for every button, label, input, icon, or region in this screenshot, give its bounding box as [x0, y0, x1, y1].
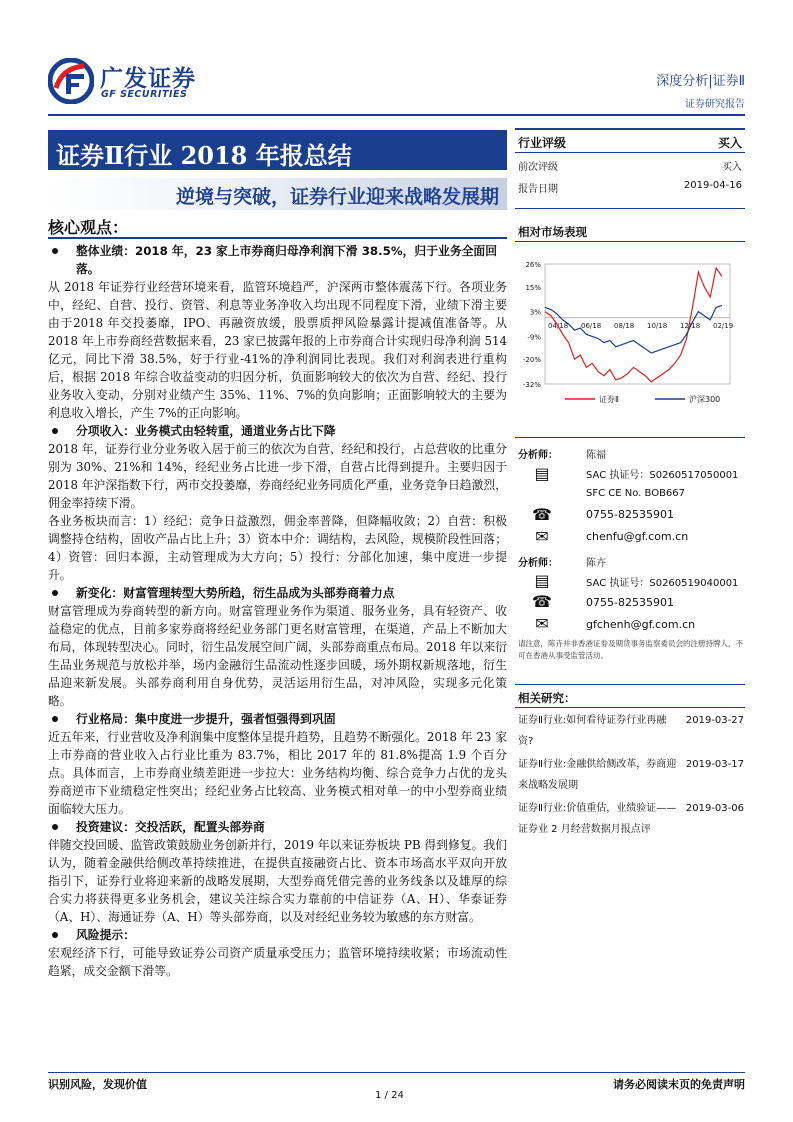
related-heading-line	[515, 707, 745, 708]
sac-number: S0260517050001	[649, 470, 739, 481]
rating-label: 行业评级	[518, 136, 567, 150]
page-number: 1 / 24	[375, 1090, 404, 1101]
y-tick-label: -20%	[522, 356, 541, 365]
analyst-notice: 请注意，陈卉并非香港证券及期货事务监察委员会的注册持牌人，不可在香港从事受监管活动。	[518, 639, 743, 660]
section-paragraph: 宏观经济下行，可能导致证券公司资产质量承受压力；监管环境持续收紧；市场流动性趋紧，成交金额下滑等。	[48, 946, 507, 978]
y-tick-label: 15%	[525, 283, 541, 292]
analyst-phone: 0755-82535901	[586, 508, 674, 521]
related-top-line	[515, 684, 745, 685]
section-paragraph: 各业务板块而言：1）经纪：竞争日益激烈，佣金率普降，但降幅收敛；2）自营：积极调整持仓结构，固收产品占比上升；3）资本中介：调结构，去风险，规模阶段性回落；4）资管：回归本源，主动管理成为大方向；5）投行：分部化加速，集中度进一步提升。	[48, 514, 507, 582]
y-tick-label: -32%	[522, 381, 541, 389]
bullet-icon	[52, 248, 58, 254]
page-subtitle: 逆境与突破，证券行业迎来战略发展期	[175, 186, 499, 208]
prev-rating-label: 前次评级	[518, 162, 558, 173]
analyst-email[interactable]: chenfu@gf.com.cn	[586, 530, 689, 543]
x-tick-label: 12/18	[680, 321, 701, 330]
bullet-icon	[52, 428, 58, 434]
related-item-date: 2019-03-27	[685, 715, 744, 726]
section-paragraph: 财富管理成为券商转型的新方向。财富管理业务作为渠道、服务业务，具有轻资产、收益稳定的优点，目前多家券商将经纪业务部门更名财富管理，在渠道，产品上不断加大布局，体现转型决心。同时，衍生品发展空间广阔，头部券商重点布局。2018 年以来衍生品业务规范与放松并举，场内金融衍生品流动性逐步回暖，场外期权新规落地，衍生品迎来新发展。头部券商利用自身优势，灵活运用衍生品，对冲风险，实现多元化策略。	[48, 604, 507, 708]
x-tick-label: 04/18	[548, 321, 569, 330]
sac-number: S0260519040001	[649, 578, 739, 589]
chart-title: 相对市场表现	[518, 225, 587, 239]
footer-slogan: 识别风险，发现价值	[48, 1078, 147, 1091]
x-tick-label: 10/18	[647, 321, 668, 330]
x-tick-label: 06/18	[581, 321, 602, 330]
email-icon: ✉	[535, 527, 549, 546]
core-views-divider	[48, 237, 507, 239]
y-tick-label: 26%	[525, 261, 541, 269]
rating-bottom-line	[515, 208, 745, 209]
certificate-icon: ▤	[534, 571, 550, 590]
related-item-date: 2019-03-06	[685, 803, 744, 814]
prev-rating-value: 买入	[722, 162, 742, 173]
bullet-icon	[52, 932, 58, 938]
report-date-value: 2019-04-16	[683, 180, 742, 191]
section-heading	[48, 584, 507, 602]
page-title: 证券Ⅱ行业 2018 年报总结	[56, 141, 352, 170]
email-icon: ✉	[535, 614, 549, 633]
section-heading	[48, 818, 507, 836]
analyst-phone: 0755-82535901	[586, 596, 674, 609]
x-tick-label: 08/18	[614, 321, 635, 330]
bullet-icon	[52, 824, 58, 830]
company-logo	[48, 58, 248, 104]
bullet-icon	[52, 590, 58, 596]
rating-divider	[515, 152, 745, 153]
analyst-label: 分析师：	[518, 450, 558, 461]
section-paragraph: 近五年来，行业营收及净利润集中度整体呈提升趋势，且趋势不断强化。2018 年 23 家上市券商的营业收入占行业比重为 83.7%，相比 2017 年的 81.8%提高 1.9 个百分点。具体而言，上市券商业绩差距进一步拉大：业务结构均衡、综合竞争力占优的龙头券商逆市下业绩稳定性突出；经纪业务占比较高、业务模式相对单一的中小型券商业绩面临较大压力。	[48, 730, 507, 816]
bullet-icon	[52, 716, 58, 722]
analyst-label: 分析师：	[518, 558, 558, 569]
logo-text-cn: 广发证券	[100, 66, 196, 92]
relative-performance-chart	[515, 252, 745, 412]
section-heading	[48, 422, 507, 440]
report-type: 深度分析|证券Ⅱ	[656, 74, 745, 89]
analyst-sac	[586, 466, 738, 481]
title-bar	[48, 130, 507, 170]
section-heading-text: 整体业绩：2018 年，23 家上市券商归母净利润下滑 38.5%，归于业务全面回落。	[76, 244, 498, 276]
legend-label: 证券Ⅱ	[599, 395, 619, 404]
analyst-top-line	[515, 437, 745, 438]
x-tick-label: 02/19	[713, 321, 734, 330]
section-heading	[48, 710, 507, 728]
analyst-email[interactable]: gfchenh@gf.com.cn	[586, 618, 696, 631]
phone-icon: ☎	[532, 592, 552, 611]
core-views-heading: 核心观点：	[48, 218, 129, 237]
analyst-name: 陈福	[586, 450, 606, 461]
section-paragraph: 2018 年，证券行业分业务收入居于前三的依次为自营、经纪和投行，占总营收的比重分别为 30%、21%和 14%，经纪业务占比进一步下滑，自营占比得到提升。主要归因于 2018 年沪深指数下行，两市交投萎靡，券商经纪业务同质化严重，业务竞争日趋激烈，佣金率持续下滑。	[48, 442, 507, 510]
related-heading: 相关研究：	[518, 691, 576, 705]
y-tick-label: -9%	[527, 333, 541, 342]
related-item[interactable]	[518, 710, 744, 752]
section-heading-text: 分项收入：业务模式由轻转重，通道业务占比下降	[76, 424, 336, 438]
gf-logo-icon	[48, 58, 94, 104]
legend-label: 沪深300	[689, 395, 721, 404]
logo-text-en: GF SECURITIES	[101, 89, 188, 100]
section-heading-text: 新变化：财富管理转型大势所趋，衍生品成为头部券商着力点	[76, 586, 395, 600]
related-item[interactable]	[518, 798, 744, 840]
section-heading-text: 行业格局：集中度进一步提升，强者恒强得到巩固	[76, 712, 336, 726]
footer-divider	[48, 1072, 745, 1073]
chart-title-line	[515, 241, 745, 242]
main-body	[48, 242, 507, 980]
sac-label: SAC 执证号：	[586, 578, 650, 589]
footer-disclaimer: 请务必阅读末页的免责声明	[613, 1078, 745, 1091]
analyst-sac	[586, 574, 738, 589]
rating-top-line	[515, 128, 745, 130]
analyst-sfc: SFC CE No. BOB667	[586, 488, 686, 499]
related-item-title[interactable]: 证券Ⅱ行业:如何看待证券行业再融资?	[518, 715, 667, 747]
subtitle-bar	[48, 178, 507, 210]
sac-label: SAC 执证号：	[586, 470, 650, 481]
analyst-name: 陈卉	[586, 558, 606, 569]
section-heading	[48, 242, 507, 278]
related-item-title[interactable]: 证券Ⅱ行业:金融供给侧改革，券商迎来战略发展期	[518, 759, 677, 791]
section-heading-text: 风险提示：	[76, 928, 135, 942]
report-date-label: 报告日期	[518, 184, 558, 195]
y-tick-label: 3%	[529, 308, 541, 317]
section-paragraph: 从 2018 年证券行业经营环境来看，监管环境趋严，沪深两市整体震荡下行。各项业务中，经纪、自营、投行、资管、利息等业务净收入均出现不同程度下滑，业绩下滑主要由于2018 年交投萎靡，IPO、再融资放缓，股票质押风险暴露计提减值准备等。从 2018 年上市券商经营数据来看，23 家已披露年报的上市券商合计实现归母净利润 514 亿元，同比下滑 38.5%，好于行业-41%的净利润同比表现。我们对利润表进行重构后，根据 2018 年综合收益变动的归因分析，负面影响较大的依次为自营、经纪、投行业务收入变动，分别对业绩产生 35%、11%、7%的负向影响；正面影响较大的主要为利息收入增长，产生 7%的正向影响。	[48, 280, 507, 420]
related-item-date: 2019-03-17	[685, 759, 744, 770]
report-category: 证券研究报告	[685, 99, 745, 110]
section-heading-text: 投资建议：交投活跃，配置头部券商	[76, 820, 265, 834]
phone-icon: ☎	[532, 505, 552, 524]
certificate-icon: ▤	[534, 464, 550, 483]
related-item[interactable]	[518, 754, 744, 796]
header-divider	[48, 114, 745, 116]
section-paragraph: 伴随交投回暖、监管政策鼓励业务创新并行，2019 年以来证券板块 PB 得到修复。我们认为，随着金融供给侧改革持续推进，在提供直接融资占比、资本市场高水平双向开放指引下，证券行业将迎来新的战略发展期，大型券商凭借完善的业务线条以及雄厚的综合实力将获得更多业务机会，建议关注综合实力靠前的中信证券（A、H）、华泰证券（A、H）、海通证券（A、H）等头部券商，以及对经纪业务较为敏感的东方财富。	[48, 838, 507, 924]
section-heading	[48, 926, 507, 944]
rating-value: 买入	[717, 136, 742, 150]
related-item-title[interactable]: 证券Ⅱ行业:价值重估，业绩验证——证券业 2 月经营数据月报点评	[518, 803, 677, 835]
